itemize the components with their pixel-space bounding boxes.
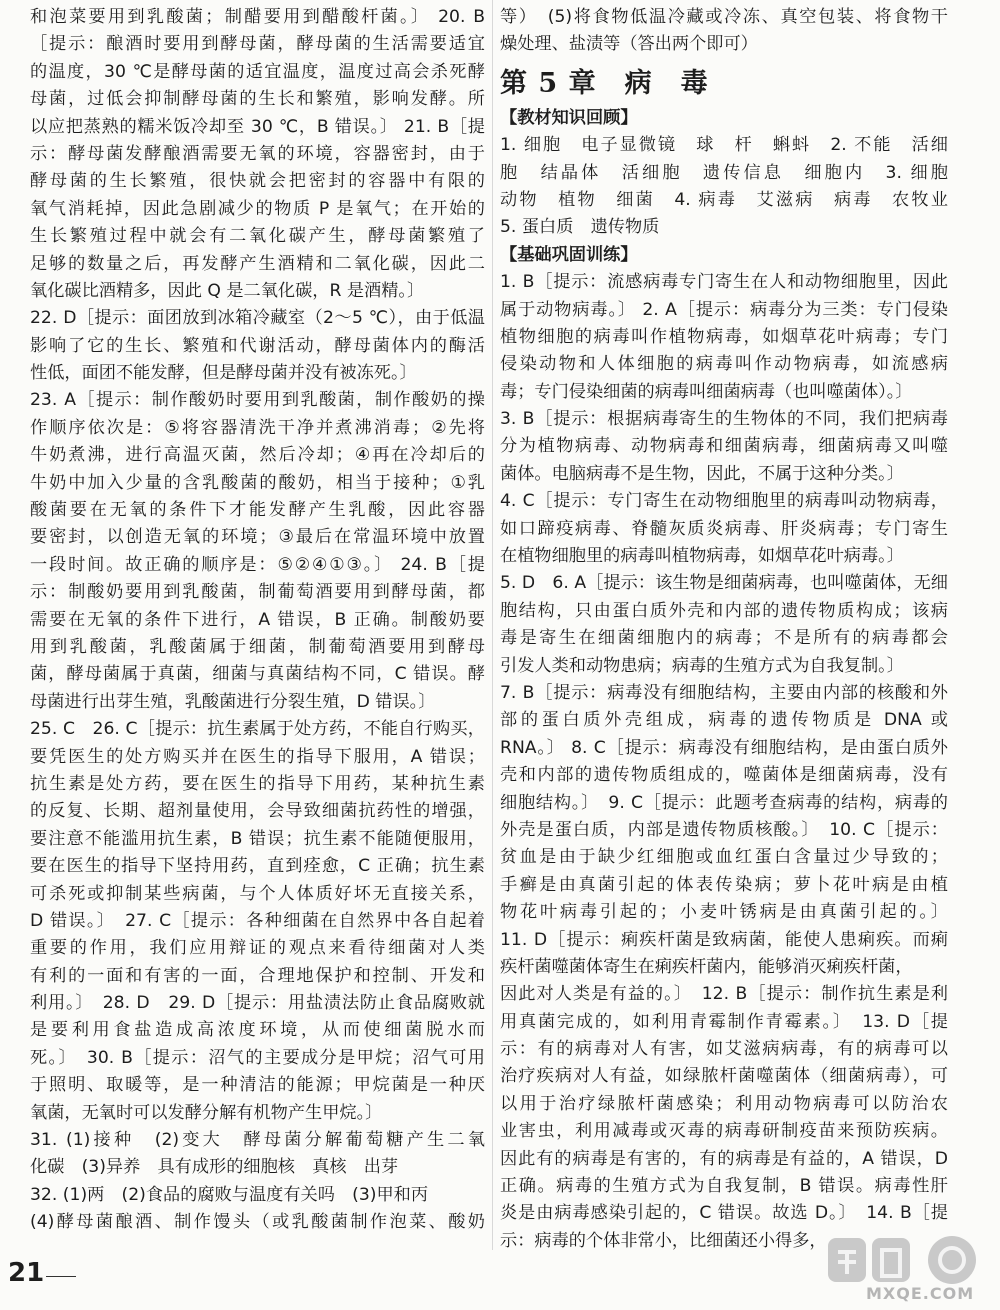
text-line: 性低，面团不能发酵，但是酵母菌并没有被冻死。〕	[30, 363, 417, 384]
text-line: 5. D 6. A［提示：该生物是细菌病毒，也叫噬菌体，无细	[500, 573, 948, 594]
left-column	[30, 4, 485, 1237]
text-line: 物花叶病毒引起的；小麦叶锈病是由真菌引起的。〕	[500, 902, 948, 923]
text-line: ［提示：酿酒时要用到酵母菌，酵母菌的生活需要适宜	[30, 34, 485, 55]
text-line: 25. C 26. C［提示：抗生素属于处方药，不能自行购买，	[30, 719, 485, 740]
review-answers	[500, 132, 948, 242]
text-line: 氧气消耗掉，因此急剧减少的物质 P 是氧气；在开始的	[30, 198, 485, 219]
text-line: 牛奶煮沸，进行高温灭菌，然后冷却；④再在冷却后的	[30, 445, 485, 466]
text-line: 4. C［提示：专门寄生在动物细胞里的病毒叫动物病毒，	[500, 491, 948, 512]
text-line: 以应把蒸熟的糯米饭冷却至 30 ℃，B 错误。〕 21. B［提	[30, 116, 485, 137]
text-line: 正确。病毒的生殖方式为自我复制，B 错误。病毒性肝	[500, 1176, 948, 1197]
text-line: 胞结构，只由蛋白质外壳和内部的遗传物质构成；该病	[500, 600, 948, 621]
text-line: 壳和内部的遗传物质组成的，噬菌体是细菌病毒，没有	[500, 765, 948, 786]
text-line: 在植物细胞里的病毒叫植物病毒，如烟草花叶病毒。〕	[500, 546, 904, 567]
text-line: 贫血是由于缺少红细胞或血红蛋白含量过少导致的；	[500, 847, 948, 868]
text-line: 氧菌，无氧时可以发酵分解有机物产生甲烷。〕	[30, 1102, 383, 1123]
page-number-rule	[46, 1276, 76, 1277]
text-line: 3. B［提示：根据病毒寄生的生物体的不同，我们把病毒	[500, 409, 948, 430]
text-line: 化碳 (3)异养 具有成形的细胞核 真核 出芽	[30, 1157, 399, 1178]
text-line: 因此对人类是有益的。〕 12. B［提示：制作抗生素是利	[500, 984, 948, 1005]
text-line: 23. A［提示：制作酸奶时要用到乳酸菌，制作酸奶的操	[30, 390, 485, 411]
text-line: 燥处理、盐渍等（答出两个即可）	[500, 34, 758, 55]
text-line: 部的蛋白质外壳组成，病毒的遗传物质是 DNA 或	[500, 710, 948, 731]
text-line: 需要在无氧的条件下进行，A 错误，B 正确。制酸奶要	[30, 609, 485, 630]
text-line: 毒；专门侵染细菌的病毒叫细菌病毒（也叫噬菌体）。〕	[500, 381, 913, 402]
text-line: 是要利用食盐造成高浓度环境，从而使细菌脱水而	[30, 1020, 485, 1041]
text-line: 毒是寄生在细菌细胞内的病毒；不是所有的病毒都会	[500, 628, 948, 649]
page-number: 21	[8, 1258, 45, 1288]
text-line: 7. B［提示：病毒没有细胞结构，主要由内部的核酸和外	[500, 682, 948, 703]
text-line: 和泡菜要用到乳酸菌；制醋要用到醋酸杆菌。〕 20. B	[30, 7, 485, 27]
text-line: 生长繁殖过程中就会有二氧化碳产生，酵母菌繁殖了	[30, 226, 485, 247]
text-line: 的反复、长期、超剂量使用，会导致细菌抗药性的增强，	[30, 801, 485, 822]
text-line: 疾杆菌噬菌体寄生在痢疾杆菌内，能够消灭痢疾杆菌，	[500, 956, 913, 977]
text-line: 示：有的病毒对人有害，如艾滋病病毒，有的病毒可以	[500, 1039, 948, 1060]
text-line: 32. (1)两 (2)食品的腐败与温度有关吗 (3)甲和丙	[30, 1184, 429, 1205]
text-line: 可杀死或抑制某些病菌，与个人体质好坏无直接关系，	[30, 883, 485, 904]
text-line: 要密封，以创造无氧的环境；③最后在常温环境中放置	[30, 527, 485, 548]
text-line: RNA。〕 8. C［提示：病毒没有细胞结构，是由蛋白质外	[500, 737, 948, 758]
text-line: 炎是由病毒感染引起的，C 错误。故选 D。〕 14. B［提	[500, 1203, 948, 1224]
text-line: 胞 结晶体 活细胞 遗传信息 细胞内 3. 细胞	[500, 162, 948, 183]
text-line: 母菌进行出芽生殖，乳酸菌进行分裂生殖，D 错误。〕	[30, 691, 436, 712]
text-line: 11. D［提示：痢疾杆菌是致病菌，能使人患痢疾。而痢	[500, 929, 948, 950]
text-line: 等） (5)将食物低温冷藏或冷冻、真空包装、将食物干	[500, 7, 948, 27]
text-line: 属于动物病毒。〕 2. A［提示：病毒分为三类：专门侵染	[500, 299, 948, 320]
text-line: 影响了它的生长、繁殖和代谢活动，酵母菌体内的酶活	[30, 335, 485, 356]
practice-heading: 【基础巩固训练】	[500, 244, 638, 265]
text-line: 要在医生的指导下坚持用药，直到痊愈，C 正确；抗生素	[30, 856, 485, 877]
text-line: 酸菌要在无氧的条件下才能发酵产生乳酸，因此容器	[30, 500, 485, 521]
text-line: 5. 蛋白质 遗传物质	[500, 217, 660, 238]
watermark	[826, 1232, 996, 1306]
text-line: 业害虫，利用减毒或灭毒的病毒研制疫苗来预防疾病。	[500, 1121, 948, 1142]
text-line: 31. (1)接种 (2)变大 酵母菌分解葡萄糖产生二氧	[30, 1130, 485, 1151]
text-line: 分为植物病毒、动物病毒和细菌病毒，细菌病毒又叫噬	[500, 436, 948, 457]
text-line: 酵母菌的生长繁殖，很快就会把密封的容器中有限的	[30, 171, 485, 192]
text-line: 足够的数量之后，再发酵产生酒精和二氧化碳，因此二	[30, 253, 485, 274]
chapter-title: 第 5 章 病 毒	[500, 67, 709, 99]
text-line: 22. D［提示：面团放到冰箱冷藏室（2～5 ℃），由于低温	[30, 308, 485, 329]
text-line: 1. B［提示：流感病毒专门寄生在人和动物细胞里，因此	[500, 272, 948, 293]
text-line: 菌，酵母菌属于真菌，细菌与真菌结构不同，C 错误。酵	[30, 664, 485, 685]
text-line: 示：酵母菌发酵酿酒需要无氧的环境，容器密封，由于	[30, 143, 485, 164]
text-line: 手癣是由真菌引起的体表传染病；萝卜花叶病是由植	[500, 874, 948, 895]
text-line: (4)酵母菌酿酒、制作馒头（或乳酸菌制作泡菜、酸奶	[30, 1212, 485, 1233]
text-line: 的温度，30 ℃是酵母菌的适宜温度，温度过高会杀死酵	[30, 61, 485, 82]
text-line: 外壳是蛋白质，内部是遗传物质核酸。〕 10. C［提示：	[500, 819, 948, 840]
text-line: 1. 细胞 电子显微镜 球 杆 蝌蚪 2. 不能 活细	[500, 135, 948, 156]
review-heading: 【教材知识回顾】	[500, 107, 638, 128]
text-line: 一段时间。故正确的顺序是：⑤②④①③。〕 24. B［提	[30, 554, 485, 575]
text-line: 有利的一面和有害的一面，合理地保护和控制、开发和	[30, 965, 485, 986]
text-line: 细胞结构。〕 9. C［提示：此题考查病毒的结构，病毒的	[500, 792, 948, 813]
text-line: 菌体。电脑病毒不是生物，因此，不属于这种分类。〕	[500, 463, 904, 484]
text-line: 重要的作用，我们应用辩证的观点来看待细菌对人类	[30, 938, 485, 959]
watermark-url: MXQE.COM	[866, 1284, 975, 1303]
text-line: 如口蹄疫病毒、脊髓灰质炎病毒、肝炎病毒；专门寄生	[500, 518, 948, 539]
text-line: 抗生素是处方药，要在医生的指导下用药，某种抗生素	[30, 773, 485, 794]
text-line: 示：制酸奶要用到乳酸菌，制葡萄酒要用到酵母菌，都	[30, 582, 485, 603]
text-line: 因此有的病毒是有害的，有的病毒是有益的，A 错误，D	[500, 1148, 948, 1169]
text-line: 作顺序依次是：⑤将容器清洗干净并煮沸消毒；②先将	[30, 417, 485, 438]
column-divider	[492, 0, 493, 1250]
text-line: 利用。〕 28. D 29. D［提示：用盐渍法防止食品腐败就	[30, 993, 485, 1014]
text-line: 示：病毒的个体非常小，比细菌还小得多，	[500, 1230, 827, 1251]
text-line: 要注意不能滥用抗生素，B 错误；抗生素不能随便服用，	[30, 828, 485, 849]
text-line: 动物 植物 细菌 4. 病毒 艾滋病 病毒 农牧业	[500, 189, 948, 210]
text-line: 牛奶中加入少量的含乳酸菌的酸奶，相当于接种；①乳	[30, 472, 485, 493]
text-line: D 错误。〕 27. C［提示：各种细菌在自然界中各自起着	[30, 910, 485, 931]
text-line: 治疗疾病对人有益，如绿脓杆菌噬菌体（细菌病毒），可	[500, 1066, 948, 1087]
text-line: 用到乳酸菌，乳酸菌属于细菌，制葡萄酒要用到酵母	[30, 636, 485, 657]
continued-answer-block	[500, 4, 948, 59]
text-line: 用真菌完成的，如利用青霉制作青霉素。〕 13. D［提	[500, 1011, 948, 1032]
practice-answers	[500, 269, 948, 1255]
text-line: 要凭医生的处方购买并在医生的指导下服用，A 错误；	[30, 746, 485, 767]
text-line: 母菌，过低会抑制酵母菌的生长和繁殖，影响发酵。所	[30, 89, 485, 110]
text-line: 死。〕 30. B［提示：沼气的主要成分是甲烷；沼气可用	[30, 1047, 485, 1068]
text-line: 侵染动物和人体细胞的病毒叫作动物病毒，如流感病	[500, 354, 948, 375]
text-line: 以用于治疗绿脓杆菌感染；利用动物病毒可以防治农	[500, 1093, 948, 1114]
text-line: 氧化碳比酒精多，因此 Q 是二氧化碳，R 是酒精。〕	[30, 280, 425, 301]
text-line: 于照明、取暖等，是一种清洁的能源；甲烷菌是一种厌	[30, 1075, 485, 1096]
text-line: 引发人类和动物患病；病毒的生殖方式为自我复制。〕	[500, 655, 904, 676]
right-column	[500, 4, 948, 1255]
text-line: 植物细胞的病毒叫作植物病毒，如烟草花叶病毒；专门	[500, 326, 948, 347]
